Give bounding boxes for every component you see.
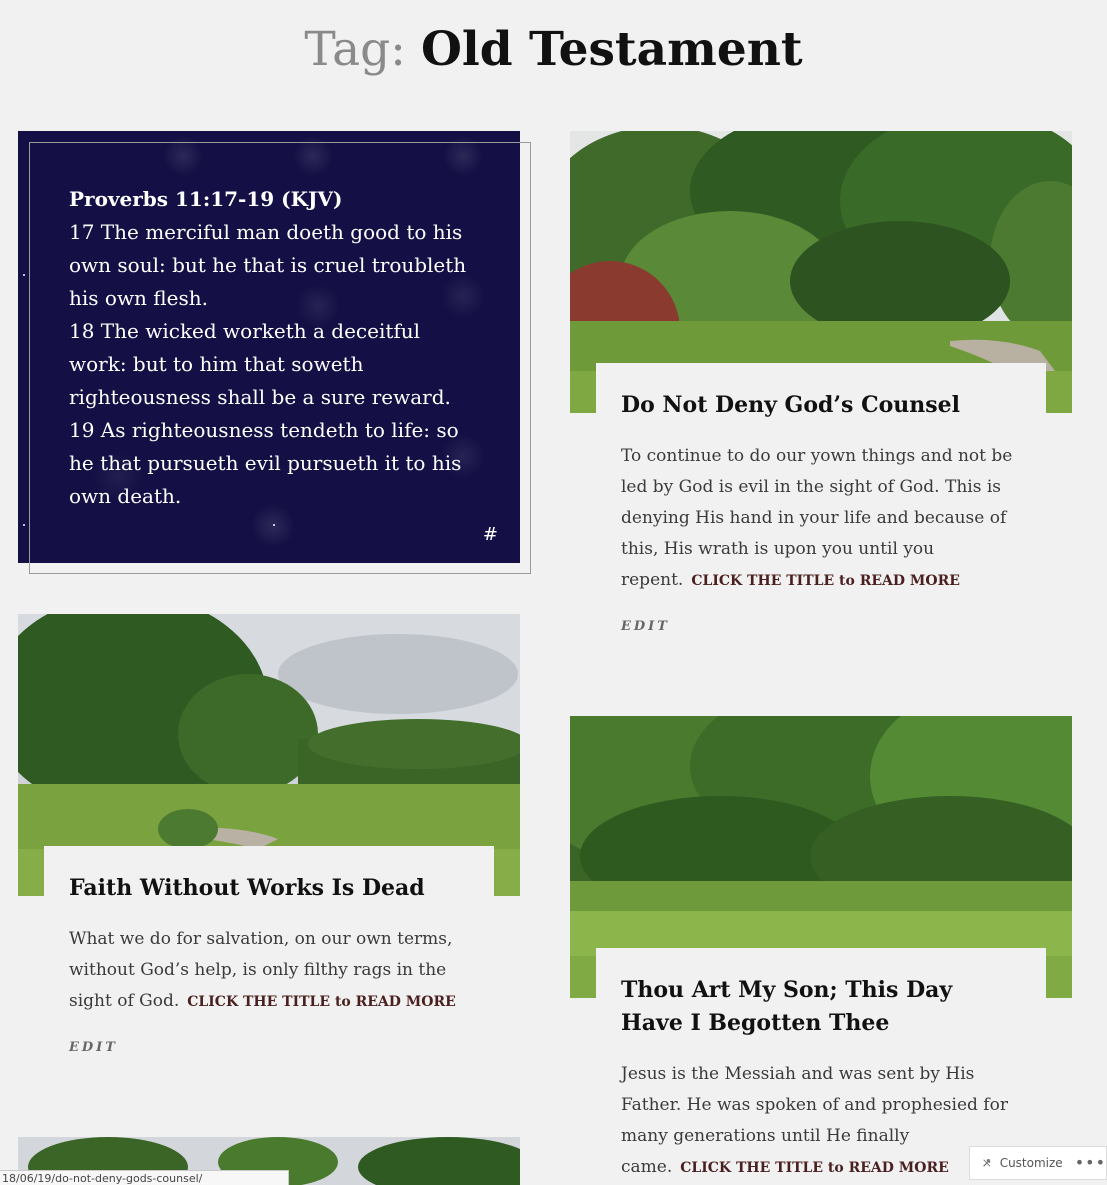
quote-reference: Proverbs 11:17-19 (KJV) — [69, 187, 343, 211]
read-more-link[interactable]: CLICK THE TITLE to READ MORE — [680, 1160, 949, 1176]
excerpt-text: Jesus is the Messiah and was sent by His Father. He was spoken of and prophesied for many generations until He finally came. — [621, 1064, 1008, 1177]
quote-verse: 17 The merciful man doeth good to his own soul: but he that is cruel troubleth his own flesh. — [69, 220, 467, 310]
post-title-faith-without-works[interactable]: Faith Without Works Is Dead — [69, 875, 425, 901]
page-title-prefix: Tag: — [304, 22, 421, 77]
page-title-tag: Old Testament — [420, 22, 803, 77]
read-more-link[interactable]: CLICK THE TITLE to READ MORE — [691, 573, 960, 589]
page-title — [0, 22, 1107, 78]
excerpt-text: To continue to do our yown things and not be led by God is evil in the sight of God. This is denying His hand in your life and because of this, His wrath is upon you until you repent. — [621, 446, 1013, 590]
post-title-box — [596, 363, 1046, 418]
customize-button[interactable]: Customize — [999, 1156, 1063, 1170]
edit-link[interactable]: EDIT — [69, 1040, 118, 1055]
customize-bar[interactable] — [969, 1146, 1107, 1180]
post-excerpt-faith-without-works — [69, 924, 469, 1018]
customize-tools-icon — [982, 1154, 992, 1172]
quote-permalink[interactable]: # — [482, 524, 498, 545]
more-options-icon[interactable]: ••• — [1074, 1153, 1106, 1172]
quote-verse: 18 The wicked worketh a deceitful work: but to him that soweth righteousness shall be a sure reward. — [69, 319, 451, 409]
quote-verse: 19 As righteousness tendeth to life: so he that pursueth evil pursueth it to his own death. — [69, 418, 462, 508]
post-title-box — [44, 846, 494, 901]
quote-post-card — [18, 131, 520, 563]
post-title-box — [596, 948, 1046, 1036]
edit-link[interactable]: EDIT — [621, 619, 670, 634]
post-excerpt-thou-art-my-son — [621, 1059, 1021, 1184]
quote-text — [69, 183, 469, 513]
status-bar-url: 18/06/19/do-not-deny-gods-counsel/ — [0, 1170, 289, 1185]
read-more-link[interactable]: CLICK THE TITLE to READ MORE — [187, 994, 456, 1010]
excerpt-text: What we do for salvation, on our own terms, without God’s help, is only filthy rags in the sight of God. — [69, 929, 453, 1011]
post-title-do-not-deny[interactable]: Do Not Deny God’s Counsel — [621, 392, 960, 418]
post-title-thou-art-my-son[interactable]: Thou Art My Son; This Day Have I Begotten Thee — [621, 977, 953, 1036]
post-excerpt-do-not-deny — [621, 441, 1021, 597]
